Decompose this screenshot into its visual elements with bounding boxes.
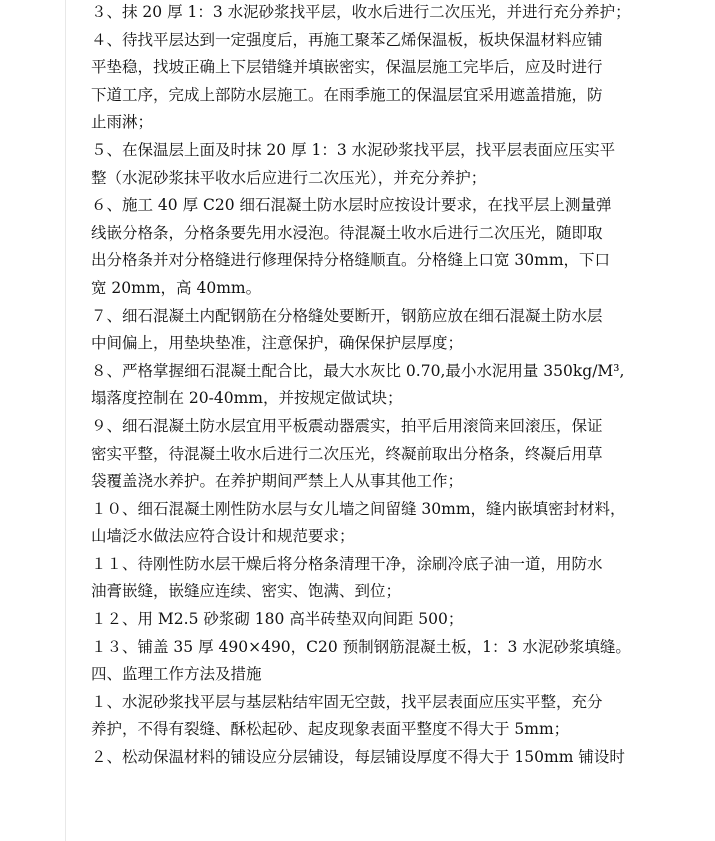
text-line: 山墙泛水做法应符合设计和规范要求； xyxy=(91,527,355,546)
text-line: 袋覆盖浇水养护。在养护期间严禁上人从事其他工作； xyxy=(91,472,464,491)
text-line: 下道工序，完成上部防水层施工。在雨季施工的保温层宜采用遮盖措施，防 xyxy=(91,85,603,104)
text-line: 止雨淋； xyxy=(91,113,154,132)
text-line: １１、待刚性防水层干燥后将分格条清理干净，涂刷冷底子油一道，用防水 xyxy=(91,554,603,573)
text-line: １、水泥砂浆找平层与基层粘结牢固无空鼓，找平层表面应压实平整，充分 xyxy=(91,692,603,711)
text-line: 油膏嵌缝，嵌缝应连续、密实、饱满、到位； xyxy=(91,582,402,601)
text-line: 养护，不得有裂缝、酥松起砂、起皮现象表面平整度不得大于 5mm； xyxy=(91,720,570,739)
text-line: 出分格条并对分格缝进行修理保持分格缝顺直。分格缝上口宽 30mm，下口 xyxy=(91,251,611,270)
text-line: ６、施工 40 厚 C20 细石混凝土防水层时应按设计要求，在找平层上测量弹 xyxy=(91,196,612,215)
document-body xyxy=(91,0,647,772)
text-line: 塌落度控制在 20-40mm，并按规定做试块； xyxy=(91,389,403,408)
text-line: １２、用 M2.5 砂浆砌 180 高半砖垫双向间距 500； xyxy=(91,610,464,629)
text-line: 中间偏上，用垫块垫准，注意保护，确保保护层厚度； xyxy=(91,334,464,353)
text-line: ７、细石混凝土内配钢筋在分格缝处要断开，钢筋应放在细石混凝土防水层 xyxy=(91,306,603,325)
page-margin-guide xyxy=(65,0,66,841)
text-line: １３、铺盖 35 厚 490×490，C20 预制钢筋混凝土板，1：3 水泥砂浆填缝。 xyxy=(91,637,631,656)
text-line: 宽 20mm，高 40mm。 xyxy=(91,278,262,297)
text-line: ２、松动保温材料的铺设应分层铺设，每层铺设厚度不得大于 150mm 铺设时 xyxy=(91,748,625,767)
text-line: 线嵌分格条，分格条要先用水浸泡。待混凝土收水后进行二次压光，随即取 xyxy=(91,223,603,242)
text-line: ９、细石混凝土防水层宜用平板震动器震实，拍平后用滚筒来回滚压，保证 xyxy=(91,416,603,435)
text-line: ５、在保温层上面及时抹 20 厚 1：3 水泥砂浆找平层，找平层表面应压实平 xyxy=(91,140,616,159)
text-line: 密实平整，待混凝土收水后进行二次压光，终凝前取出分格条，终凝后用草 xyxy=(91,444,603,463)
text-line: ８、严格掌握细石混凝土配合比，最大水灰比 0.70,最小水泥用量 350kg/M³, xyxy=(91,361,625,380)
text-line: １０、细石混凝土刚性防水层与女儿墙之间留缝 30mm，缝内嵌填密封材料， xyxy=(91,499,626,518)
text-line: ３、抹 20 厚 1：3 水泥砂浆找平层，收水后进行二次压光，并进行充分养护； xyxy=(91,3,631,21)
text-line: ４、待找平层达到一定强度后，再施工聚苯乙烯保温板，板块保温材料应铺 xyxy=(91,30,603,49)
text-line: 平垫稳，找坡正确上下层错缝并填嵌密实，保温层施工完毕后，应及时进行 xyxy=(91,58,603,77)
section-heading: 四、监理工作方法及措施 xyxy=(91,665,262,684)
text-line: 整（水泥砂浆抹平收水后应进行二次压光），并充分养护； xyxy=(91,168,487,187)
